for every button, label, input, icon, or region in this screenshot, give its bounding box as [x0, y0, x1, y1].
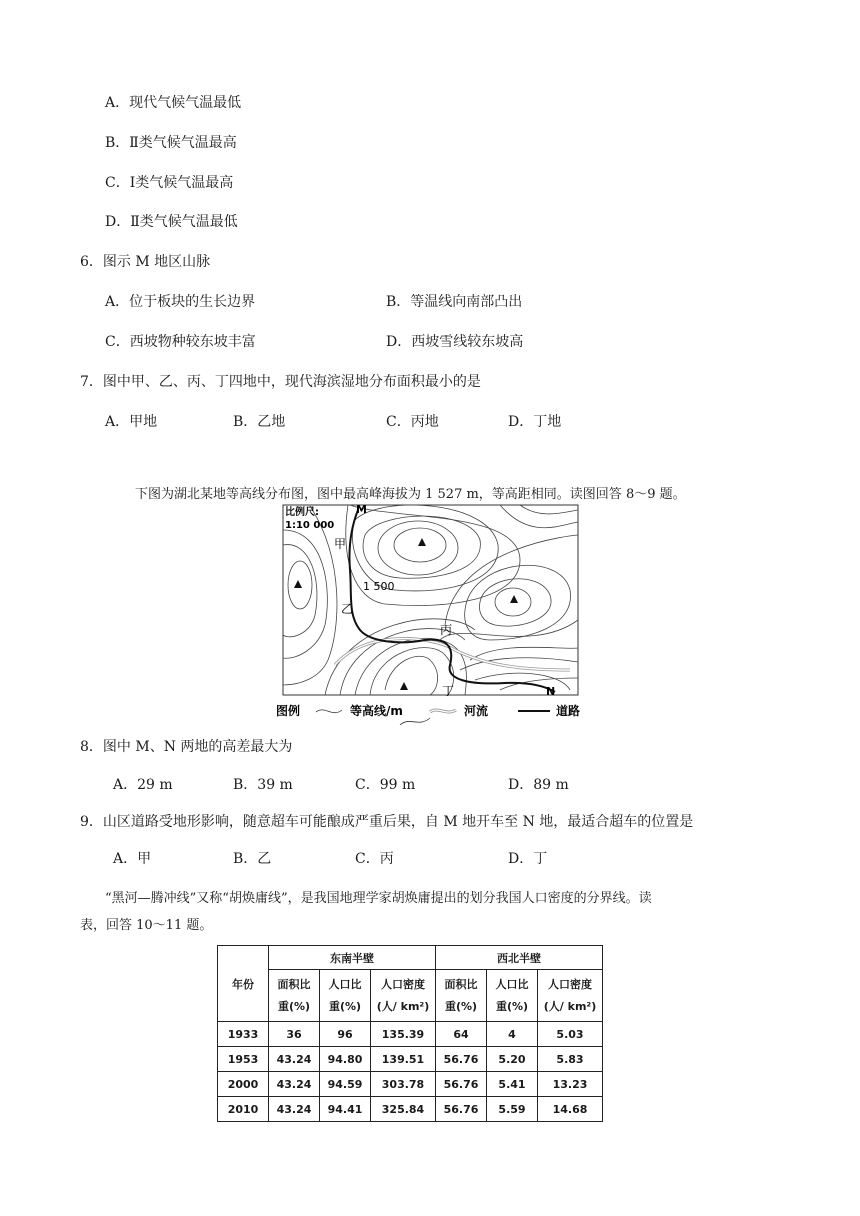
- cell: 5.59: [487, 1097, 538, 1122]
- cell: 56.76: [436, 1047, 487, 1072]
- cell: 56.76: [436, 1072, 487, 1097]
- contour-map: [270, 500, 600, 725]
- q6-option-a: A．位于板块的生长边界: [105, 294, 256, 310]
- cell: 5.83: [538, 1047, 603, 1072]
- table-row: [218, 1022, 603, 1047]
- table-row: [218, 1072, 603, 1097]
- cell: 1933: [218, 1022, 269, 1047]
- q8-option-a: A．29 m: [113, 777, 173, 793]
- q9-option-a: A．甲: [113, 851, 152, 867]
- q9-option-c: C．丙: [355, 851, 394, 867]
- q8-stem: 8．图中 M、N 两地的高差最大为: [80, 739, 293, 755]
- cell: 5.41: [487, 1072, 538, 1097]
- q7-option-b: B．乙地: [233, 414, 286, 430]
- scale-value: 1:10 000: [285, 520, 335, 531]
- cell: 94.41: [320, 1097, 371, 1122]
- cell: 303.78: [371, 1072, 436, 1097]
- cell: 5.03: [538, 1022, 603, 1047]
- q5-option-b: B．Ⅱ类气候气温最高: [105, 135, 237, 151]
- scale-label: 比例尺:: [285, 507, 319, 518]
- cell: 2000: [218, 1072, 269, 1097]
- cell: 1953: [218, 1047, 269, 1072]
- header-year: 年份: [218, 946, 269, 1022]
- q5-option-a: A．现代气候气温最低: [105, 95, 242, 111]
- map-intro: 下图为湖北某地等高线分布图，图中最高峰海拔为 1 527 m，等高距相同。读图回答 8～9 题。: [135, 487, 686, 502]
- table-intro-line1: “黑河—腾冲线”又称“胡焕庸线”，是我国地理学家胡焕庸提出的划分我国人口密度的分界线。读: [105, 891, 652, 906]
- cell: 64: [436, 1022, 487, 1047]
- table-row: [218, 1097, 603, 1122]
- cell: 43.24: [269, 1097, 320, 1122]
- place-jia: 甲: [334, 537, 347, 551]
- place-bing: 丙: [440, 623, 453, 637]
- cell: 94.80: [320, 1047, 371, 1072]
- cell: 5.20: [487, 1047, 538, 1072]
- cell: 14.68: [538, 1097, 603, 1122]
- q7-stem: 7．图中甲、乙、丙、丁四地中，现代海滨湿地分布面积最小的是: [80, 374, 481, 390]
- subheader-cell: 人口比 重(%): [487, 970, 538, 1022]
- legend-river-label: 河流: [464, 704, 489, 718]
- table-intro-line2: 表，回答 10～11 题。: [80, 918, 213, 933]
- cell: 2010: [218, 1097, 269, 1122]
- cell: 36: [269, 1022, 320, 1047]
- subheader-cell: 面积比 重(%): [436, 970, 487, 1022]
- q6-option-c: C．西坡物种较东坡丰富: [105, 334, 256, 350]
- cell: 56.76: [436, 1097, 487, 1122]
- population-table: [217, 945, 603, 1122]
- q9-option-d: D．丁: [508, 851, 548, 867]
- subheader-cell: 人口密度 (人/ km²): [538, 970, 603, 1022]
- legend-title: 图例: [276, 704, 301, 718]
- cell: 13.23: [538, 1072, 603, 1097]
- cell: 43.24: [269, 1047, 320, 1072]
- place-yi: 乙: [341, 602, 354, 616]
- cell: 43.24: [269, 1072, 320, 1097]
- place-m: M: [356, 503, 367, 516]
- legend-contour-label: 等高线/m: [350, 704, 403, 718]
- place-ding: 丁: [442, 684, 455, 698]
- q9-stem: 9．山区道路受地形影响，随意超车可能酿成严重后果，自 M 地开车至 N 地，最适合超车的位置是: [80, 814, 694, 830]
- q7-option-a: A．甲地: [105, 414, 158, 430]
- table-row: [218, 1047, 603, 1072]
- q6-option-b: B．等温线向南部凸出: [386, 294, 523, 310]
- cell: 135.39: [371, 1022, 436, 1047]
- cell: 94.59: [320, 1072, 371, 1097]
- subheader-cell: 人口比 重(%): [320, 970, 371, 1022]
- q5-option-d: D．Ⅱ类气候气温最低: [105, 214, 238, 230]
- place-n: N: [546, 685, 556, 698]
- cell: 96: [320, 1022, 371, 1047]
- subheader-cell: 人口密度 (人/ km²): [371, 970, 436, 1022]
- q7-option-c: C．丙地: [386, 414, 439, 430]
- cell: 139.51: [371, 1047, 436, 1072]
- q5-option-c: C．Ⅰ类气候气温最高: [105, 175, 234, 191]
- q6-stem: 6．图示 M 地区山脉: [80, 254, 211, 270]
- cell: 325.84: [371, 1097, 436, 1122]
- subheader-cell: 面积比 重(%): [269, 970, 320, 1022]
- header-southeast: 东南半壁: [269, 946, 436, 970]
- q8-option-c: C．99 m: [355, 777, 416, 793]
- contour-value-label: 1 500: [363, 580, 395, 593]
- cell: 4: [487, 1022, 538, 1047]
- legend-road-label: 道路: [556, 704, 581, 718]
- q9-option-b: B．乙: [233, 851, 272, 867]
- header-northwest: 西北半壁: [436, 946, 603, 970]
- q6-option-d: D．西坡雪线较东坡高: [386, 334, 524, 350]
- q7-option-d: D．丁地: [508, 414, 562, 430]
- q8-option-d: D．89 m: [508, 777, 569, 793]
- q8-option-b: B．39 m: [233, 777, 293, 793]
